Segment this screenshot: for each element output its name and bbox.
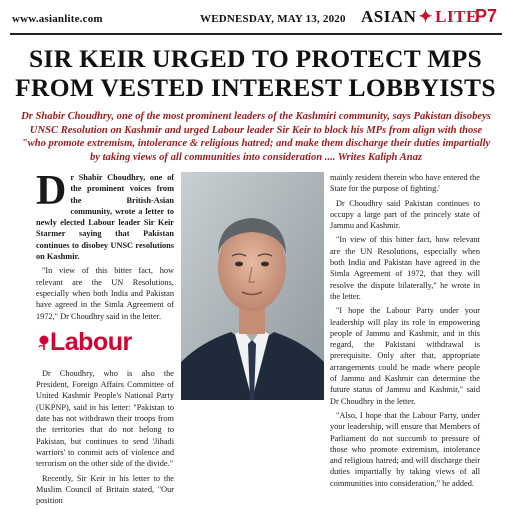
body-paragraph: Dr Choudhry, who is also the President, Foreign Affairs Committee of United Kashmir People's National Party (UKPNP), said in his letter: "Pakistan to date has not withdrawn their troops from the territories that do not belong to Pakistan, but continues to send 'Jihadi warriors' to commit acts of violence and terrorism on the other side of the divide.": [36, 368, 174, 469]
body-paragraph: "In view of this bitter fact, how relevant are the UN Resolutions, especially when both India and Pakistan have agreed in the Simla Agreement of 1972, that they will resolve the dispute bilaterally," he wrote in the letter.: [330, 235, 480, 301]
lead-text: r Shabir Choudhry, one of the prominent voices from the British-Asian community, wrote a letter to newly elected Labour leader Sir Keir Starmer saying that Pakistan continues to disobey UNSC resolutions on Kashmir.: [36, 173, 174, 262]
body-paragraph: Dr Choudhry said Pakistan continues to occupy a large part of the princely state of Jammu and Kashmir.: [330, 198, 480, 231]
brand-logo: [361, 7, 478, 27]
body-paragraph: "I hope the Labour Party under your leadership will play its role in empowering people of Jammu and Kashmir, and in this regard, the Pakistani withdrawal is prerequisite. Only after that, appropriate arrangements could be made where people of Jammu and Kashmir can determine the future status of Jammu and Kashmir," said Dr Choudhry in the letter.: [330, 306, 480, 406]
brand-dash-icon: ✦: [418, 7, 434, 26]
lead-paragraph: [36, 168, 174, 262]
issue-date: WEDNESDAY, MAY 13, 2020: [200, 13, 346, 25]
portrait-illustration: [181, 172, 324, 400]
headline-line-1: SIR KEIR URGED TO PROTECT MPS: [29, 44, 482, 73]
page-number: P7: [475, 6, 498, 26]
article-column-left: [36, 168, 174, 509]
standfirst: Dr Shabir Choudhry, one of the most prominent leaders of the Kashmiri community, says Pakistan disobeys UNSC Resolution on Kashmir and urged Labour leader Sir Keir to block his MPs from align with those "who promote extremism, intolerance & religious hatred; and make them discharge their duties impartially by taking views of all communities into consideration .... Writes Kaliph Anaz: [21, 111, 491, 163]
labour-logo: [36, 328, 174, 358]
masthead: [0, 0, 511, 36]
headline-line-2: FROM VESTED INTEREST LOBBYISTS: [15, 73, 496, 102]
brand-right: LITE: [435, 7, 478, 26]
article-column-right: [330, 172, 480, 492]
body-paragraph: "In view of this bitter fact, how relevant are the UN Resolutions, especially when both India and Pakistan have agreed in the Simla Agreement of 1972," Dr Choudhry said in the letter.: [36, 266, 174, 321]
drop-cap: D: [36, 168, 67, 214]
portrait-photo: [181, 172, 324, 400]
labour-logo-text: Labour: [50, 327, 132, 356]
body-paragraph: mainly resident therein who have entered the State for the purpose of fighting.': [330, 173, 480, 194]
headline: [10, 44, 501, 102]
body-paragraph: Recently, Sir Keir in his letter to the Muslim Council of Britain stated, "Our position: [36, 473, 174, 506]
body-paragraph: "Also, I hope that the Labour Party, under your leadership, will ensure that Members of Parliament do not succumb to pressure of those who promote extremism, intolerance and religious hatred; and will discharge their duties impartially by taking views of all communities into consideration," he added.: [330, 410, 480, 488]
top-divider: [10, 33, 502, 35]
site-url[interactable]: www.asianlite.com: [12, 13, 103, 25]
brand-left: ASIAN: [361, 7, 417, 26]
